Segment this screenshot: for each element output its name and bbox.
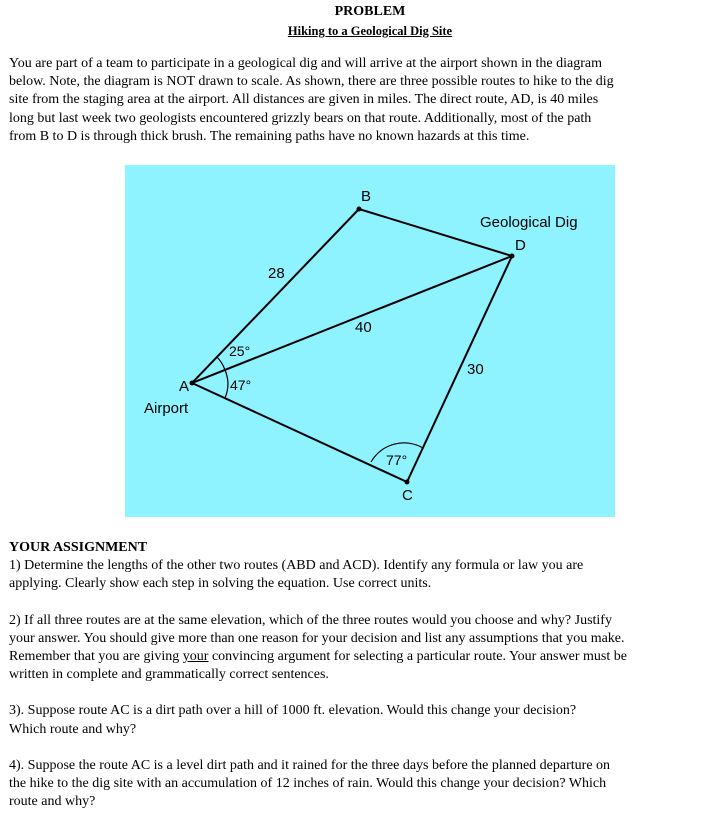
intro-line: from B to D is through thick brush. The remaining paths have no known hazards at this time. — [9, 128, 530, 144]
question-2 — [9, 612, 699, 685]
intro-line: You are part of a team to participate in a geological dig and will arrive at the airport shown in the diagram — [9, 56, 602, 71]
label-length-ad: 40 — [355, 319, 372, 336]
question-line: applying. Clearly show each step in solving the equation. Use correct units. — [9, 576, 432, 592]
vertex-d-dot — [510, 254, 515, 259]
question-1 — [9, 557, 699, 593]
problem-subtitle: Hiking to a Geological Dig Site — [287, 24, 453, 38]
angle-arc-bad — [217, 357, 225, 370]
question-text: Remember that you are giving — [9, 649, 183, 665]
label-dig: Geological Dig — [480, 214, 578, 231]
question-line: 3). Suppose route AC is a dirt path over a hill of 1000 ft. elevation. Would this change your decision? — [9, 703, 577, 719]
label-angle-dac: 47° — [230, 377, 252, 393]
question-line: your answer. You should give more than one reason for your decision and list any assumptions that you make. — [9, 630, 625, 646]
angle-arc-dac — [225, 370, 228, 398]
label-a: A — [179, 378, 190, 395]
intro-line: below. Note, the diagram is NOT drawn to scale. As shown, there are three possible routes to hike to the dig — [9, 74, 614, 90]
question-line: 2) If all three routes are at the same elevation, which of the three routes would you choose and why? Justify — [9, 612, 612, 628]
assignment-heading: YOUR ASSIGNMENT — [9, 540, 148, 555]
label-length-ab: 28 — [268, 265, 285, 282]
question-line — [9, 648, 699, 666]
label-angle-c: 77° — [386, 452, 408, 468]
label-d: D — [515, 237, 526, 254]
intro-paragraph — [9, 55, 699, 146]
label-c: C — [402, 487, 413, 504]
question-text: convincing argument for selecting a particular route. Your answer must be — [208, 649, 627, 665]
label-length-dc: 30 — [467, 361, 484, 378]
route-ab — [192, 209, 359, 383]
vertex-b-dot — [357, 207, 362, 212]
question-4 — [9, 757, 699, 812]
label-airport: Airport — [144, 400, 189, 417]
question-line: route and why? — [9, 794, 96, 810]
route-diagram — [125, 165, 615, 517]
question-3 — [9, 702, 699, 738]
question-line: 1) Determine the lengths of the other two routes (ABD and ACD). Identify any formula or law you are — [9, 558, 584, 574]
question-line: written in complete and grammatically correct sentences. — [9, 667, 329, 683]
problem-title: PROBLEM — [334, 4, 406, 19]
route-ad — [192, 256, 512, 383]
question-line: Which route and why? — [9, 721, 137, 737]
label-angle-bad: 25° — [229, 343, 251, 359]
assignment-section — [9, 539, 699, 829]
vertex-c-dot — [405, 480, 410, 485]
intro-line: long but last week two geologists encountered grizzly bears on that route. Additionally, most of the path — [9, 110, 592, 126]
intro-line: site from the staging area at the airport. All distances are given in miles. The direct route, AD, is 40 miles — [9, 92, 599, 108]
question-line: 4). Suppose the route AC is a level dirt path and it rained for the three days before the planned departure on — [9, 757, 611, 773]
question-line: the hike to the dig site with an accumulation of 12 inches of rain. Would this change your decision? Which — [9, 776, 607, 792]
route-diagram-svg — [125, 165, 615, 517]
route-ac — [192, 383, 407, 482]
label-b: B — [361, 188, 372, 205]
vertex-a-dot — [190, 381, 195, 386]
emphasis-your: your — [182, 649, 209, 665]
